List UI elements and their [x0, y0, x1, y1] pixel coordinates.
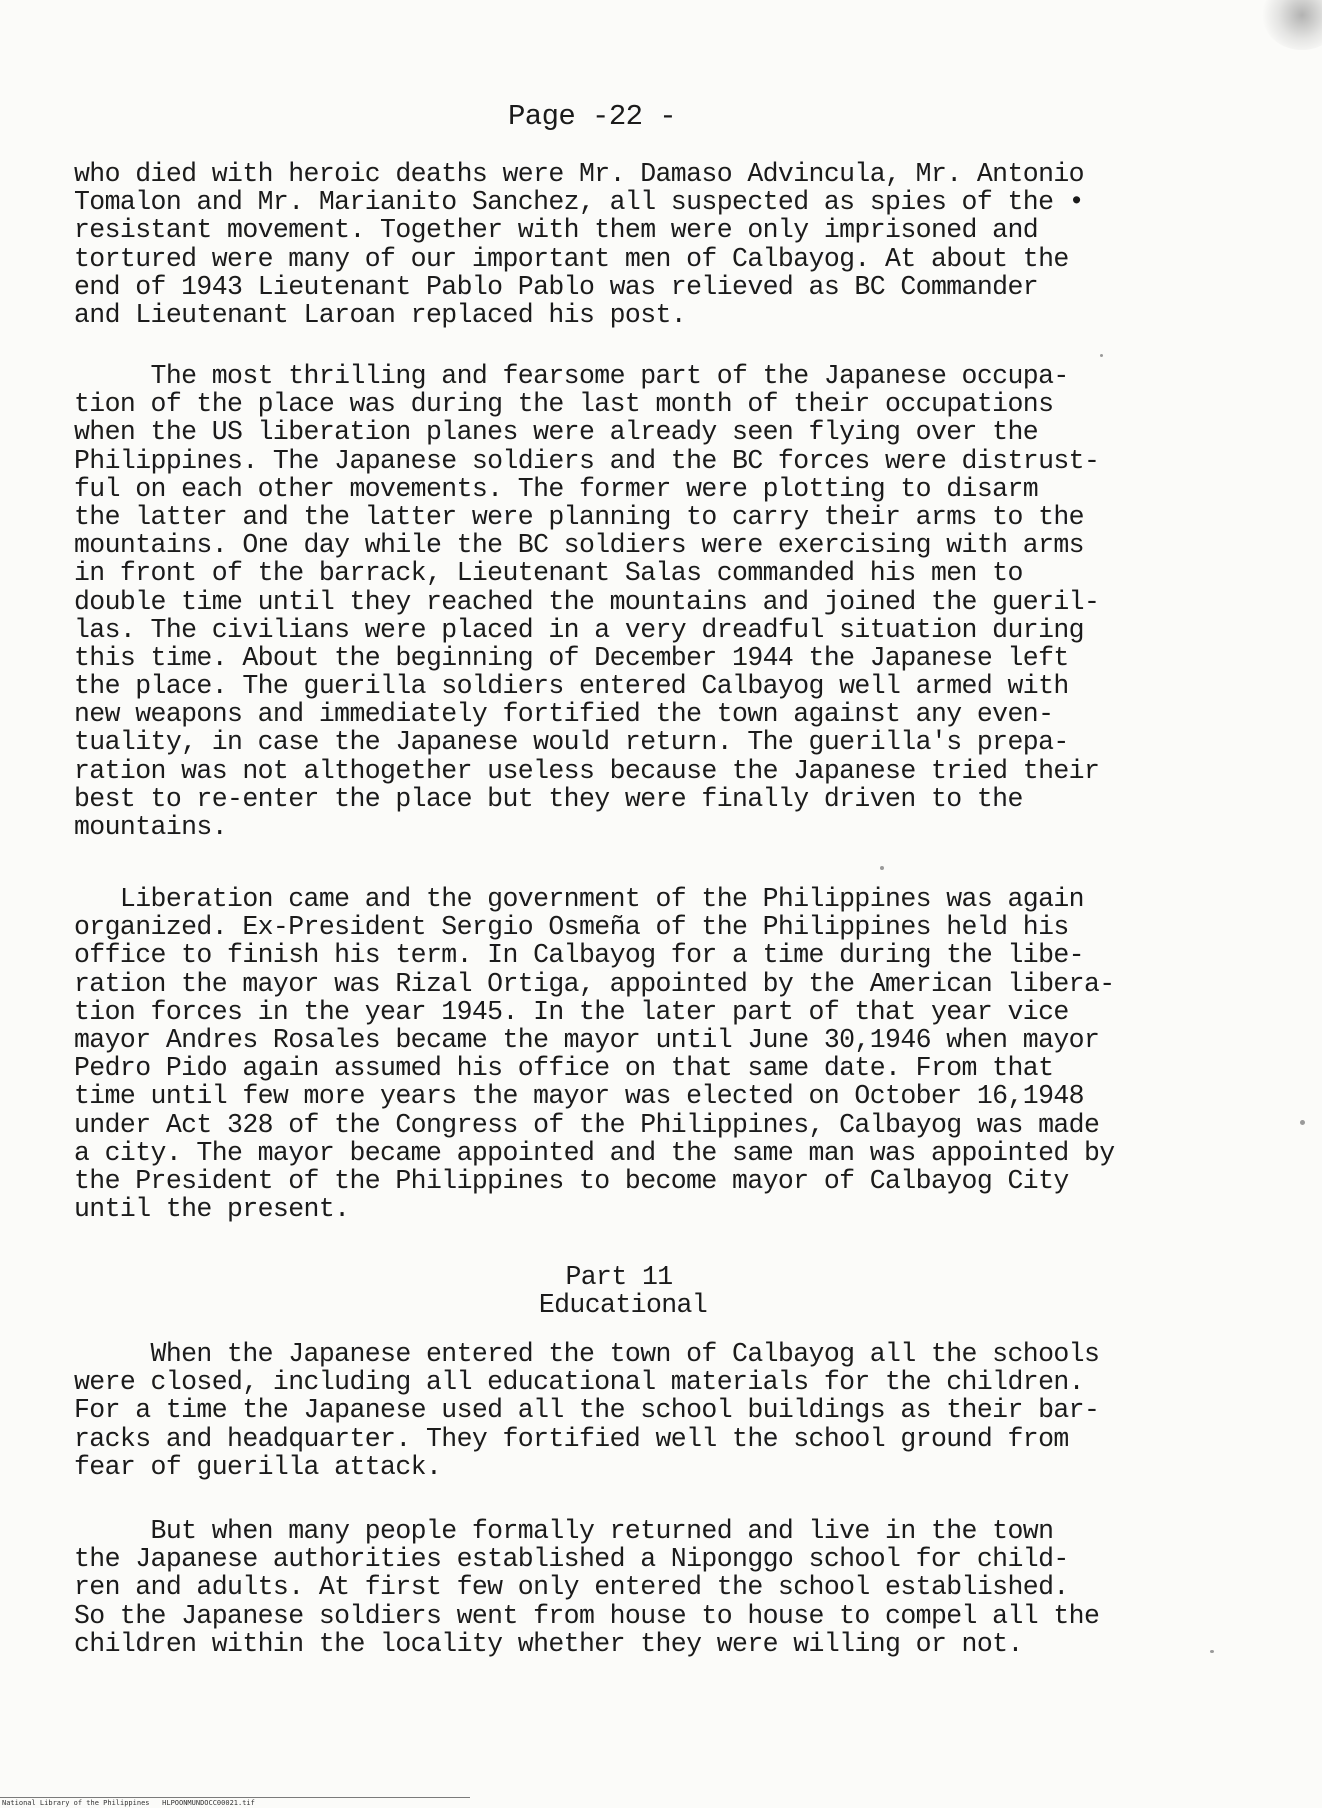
text-line: tion forces in the year 1945. In the later part of that year vice [74, 996, 1069, 1027]
archive-footer: National Library of the Philippines HLPOONMUNDOCC00021.tif [2, 1799, 255, 1807]
text-line: until the present. [74, 1194, 350, 1225]
text-line: the President of the Philippines to become mayor of Calbayog City [74, 1165, 1069, 1196]
section-part-heading: Part 11 [565, 1262, 673, 1292]
text-line: mountains. [74, 812, 228, 842]
text-line: under Act 328 of the Congress of the Philippines, Calbayog was made [74, 1109, 1100, 1140]
text-line: in front of the barrack, Lieutenant Salas commanded his men to [74, 558, 1023, 589]
text-line: office to finish his term. In Calbayog for a time during the libe- [74, 940, 1084, 971]
text-line: Tomalon and Mr. Marianito Sanchez, all suspected as spies of the • [74, 187, 1084, 218]
text-line: best to re-enter the place but they were finally driven to the [74, 783, 1023, 814]
text-line: mountains. One day while the BC soldiers were exercising with arms [74, 530, 1084, 561]
text-line: Liberation came and the government of the Philippines was again [74, 884, 1084, 914]
text-line: The most thrilling and fearsome part of the Japanese occupa- [74, 361, 1069, 391]
scan-speck [1100, 354, 1103, 357]
text-line: For a time the Japanese used all the school buildings as their bar- [74, 1395, 1100, 1426]
scan-speck [1300, 1120, 1305, 1125]
scan-speck [1210, 1650, 1214, 1653]
text-line: the Japanese authorities established a Niponggo school for child- [74, 1544, 1069, 1575]
paragraph [74, 160, 1274, 329]
text-line: ful on each other movements. The former were plotting to disarm [74, 473, 1039, 504]
text-line: who died with heroic deaths were Mr. Damaso Advincula, Mr. Antonio [74, 159, 1084, 189]
paragraph [74, 885, 1274, 1223]
text-line: las. The civilians were placed in a very dreadful situation during [74, 614, 1084, 645]
text-line: tion of the place was during the last month of their occupations [74, 389, 1054, 420]
text-line: end of 1943 Lieutenant Pablo Pablo was relieved as BC Commander [74, 271, 1039, 302]
scan-smudge [1262, 0, 1322, 50]
text-line: children within the locality whether they were willing or not. [74, 1628, 1023, 1659]
paragraph [74, 1340, 1274, 1481]
text-line: were closed, including all educational materials for the children. [74, 1367, 1084, 1398]
text-line: Pedro Pido again assumed his office on that same date. From that [74, 1053, 1054, 1084]
text-line: organized. Ex-President Sergio Osmeña of the Philippines held his [74, 912, 1069, 943]
paragraph [74, 362, 1274, 841]
text-line: double time until they reached the mountains and joined the gueril- [74, 586, 1100, 617]
text-line: When the Japanese entered the town of Calbayog all the schools [74, 1339, 1100, 1369]
text-line: the place. The guerilla soldiers entered Calbayog well armed with [74, 671, 1069, 702]
text-line: ren and adults. At first few only entered the school established. [74, 1572, 1069, 1603]
text-line: resistant movement. Together with them were only imprisoned and [74, 215, 1039, 246]
text-line: time until few more years the mayor was elected on October 16,1948 [74, 1081, 1084, 1112]
text-line: So the Japanese soldiers went from house to house to compel all the [74, 1600, 1100, 1631]
paragraph [74, 1517, 1274, 1658]
text-line: tortured were many of our important men of Calbayog. At about the [74, 243, 1069, 274]
text-line: ration was not althogether useless because the Japanese tried their [74, 755, 1100, 786]
text-line: and Lieutenant Laroan replaced his post. [74, 299, 687, 330]
text-line: a city. The mayor became appointed and the same man was appointed by [74, 1137, 1115, 1168]
text-line: when the US liberation planes were already seen flying over the [74, 417, 1039, 448]
text-line: new weapons and immediately fortified the town against any even- [74, 699, 1054, 730]
text-line: mayor Andres Rosales became the mayor until June 30,1946 when mayor [74, 1024, 1100, 1055]
text-line: the latter and the latter were planning to carry their arms to the [74, 501, 1084, 532]
scan-speck [880, 866, 884, 870]
text-line: tuality, in case the Japanese would return. The guerilla's prepa- [74, 727, 1069, 758]
text-line: racks and headquarter. They fortified well the school ground from [74, 1423, 1069, 1454]
text-line: ration the mayor was Rizal Ortiga, appointed by the American libera- [74, 968, 1115, 999]
text-line: this time. About the beginning of December 1944 the Japanese left [74, 642, 1069, 673]
text-line: fear of guerilla attack. [74, 1451, 442, 1482]
text-line: Philippines. The Japanese soldiers and the BC forces were distrust- [74, 445, 1100, 476]
page-number: Page -22 - [508, 100, 677, 133]
text-line: But when many people formally returned and live in the town [74, 1516, 1054, 1546]
section-title: Educational [538, 1290, 708, 1320]
